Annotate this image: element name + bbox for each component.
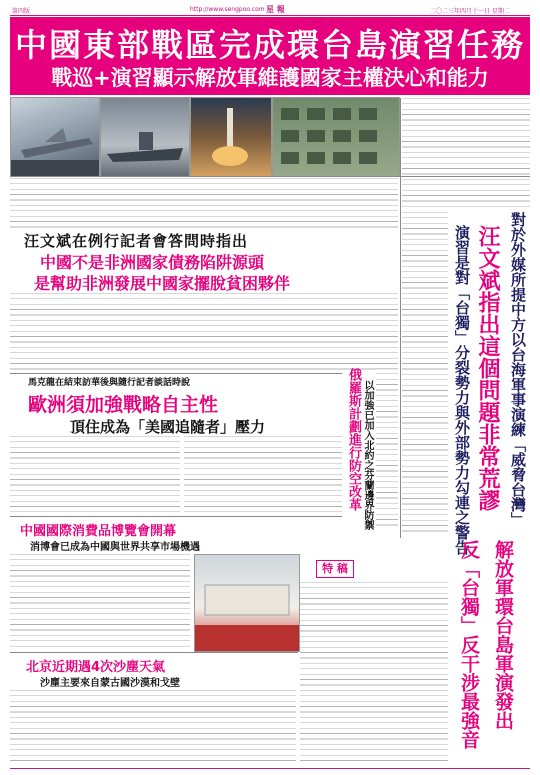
warship-image [101, 98, 189, 176]
fighter-jet-image [11, 98, 99, 176]
site-url: http://www.sengpoo.com [190, 6, 265, 13]
wang-story-headline-2: 是幫助非洲發展中國家擺脫貧困夥伴 [34, 274, 291, 293]
wang-story-body [10, 293, 398, 371]
section-divider [10, 516, 342, 517]
right-column-headline-2: 汪文斌指出這個問題非常荒謬 [475, 225, 500, 511]
main-headline: 中國東部戰區完成環台島演習任務 [14, 26, 525, 64]
special-report-stamp: 特 稿 [316, 560, 354, 578]
right-column-headline-3: 演習是對「台獨」分裂勢力與外部勢力勾連之警告 [453, 225, 471, 555]
wang-story-kicker: 汪文斌在例行記者會答問時指出 [24, 232, 249, 250]
sandstorm-story-subheadline: 沙塵主要來自蒙古國沙漠和戈壁 [40, 678, 180, 689]
sandstorm-story-body [10, 690, 296, 764]
macron-story-body-left [10, 436, 180, 512]
finland-story-headline-1: 俄羅斯計劃進行防空改革 [346, 368, 361, 511]
bottom-right-headline-1: 解放軍環台島軍演發出 [492, 540, 514, 730]
finland-story-body [376, 368, 398, 528]
section-divider [10, 176, 530, 177]
column-divider [400, 98, 401, 538]
finland-story-headline-2: 以加強已加入北約之芬蘭邊界防禦 [362, 380, 373, 530]
article-body-right-top [402, 98, 530, 208]
right-column-body [402, 212, 448, 532]
sandstorm-story-headline: 北京近期遇4次沙塵天氣 [26, 660, 166, 675]
issue-date: 二〇二三年四月十一日 星期二 [430, 8, 510, 15]
section-divider [10, 373, 342, 374]
ship-photo [100, 97, 190, 177]
special-report-body [300, 582, 448, 764]
footer-rule [10, 768, 530, 769]
section-divider [10, 652, 298, 653]
macron-story-kicker: 馬克龍在結束訪華後與隨行記者談話時說 [28, 378, 191, 388]
missile-photo [190, 97, 272, 177]
expo-hall-image [195, 555, 299, 651]
main-subheadline: 戰巡+演習顯示解放軍維護國家主權決心和能力 [51, 66, 489, 90]
expo-photo [194, 554, 300, 652]
wang-story-headline-1: 中國不是非洲國家債務陷阱源頭 [40, 253, 265, 272]
aircraft-formation-image [273, 98, 399, 176]
article-body-lead [10, 178, 398, 228]
formation-photo [272, 97, 400, 177]
macron-story-subheadline: 頂住成為「美國追隨者」壓力 [70, 418, 266, 436]
expo-story-headline: 中國國際消費品博覽會開幕 [20, 524, 177, 539]
paper-name: 星 報 [266, 5, 285, 14]
right-column-headline-1: 對於外媒所提中方以台海軍事演練「威脅台灣」 [509, 212, 527, 527]
bottom-right-headline-2: 反「台獨」反干涉最強音 [458, 540, 480, 749]
expo-story-body [10, 554, 190, 650]
aircraft-carrier-photo [10, 97, 100, 177]
masthead-rule [10, 15, 530, 16]
macron-story-body-right [184, 436, 342, 512]
macron-story-headline: 歐洲須加強戰略自主性 [28, 394, 219, 416]
expo-story-subheadline: 消博會已成為中國與世界共享市場機遇 [30, 542, 200, 553]
missile-launch-image [191, 98, 271, 176]
page-label: 第四版 [12, 8, 31, 15]
